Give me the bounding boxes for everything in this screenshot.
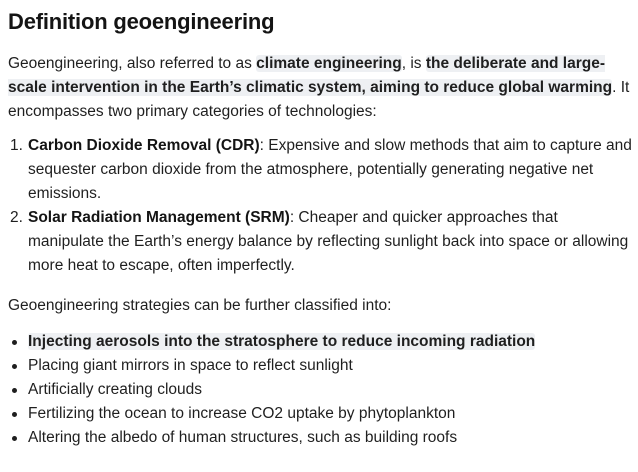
- list-item: [8, 134, 632, 206]
- categories-list: [8, 134, 632, 278]
- highlight-definition: the deliberate and large-scale intervention in the Earth’s climatic system, aiming to reduce global warming: [8, 55, 613, 96]
- category-description: : Cheaper and quicker approaches that manipulate the Earth’s energy balance by reflecting sunlight back into space or allowing more heat to escape, often imperfectly.: [28, 209, 629, 274]
- bullet-icon: [12, 436, 17, 441]
- list-number: 1.: [10, 137, 23, 154]
- list-item: [8, 354, 632, 378]
- list-item: [8, 378, 632, 402]
- intro-text: . It encompasses two primary categories of technologies:: [8, 79, 630, 120]
- strategy-text: Artificially creating clouds: [28, 381, 203, 398]
- bullet-icon: [12, 388, 17, 393]
- intro-text: , is: [401, 55, 426, 72]
- list-item: [8, 330, 632, 354]
- strategy-text: Fertilizing the ocean to increase CO2 uptake by phytoplankton: [28, 405, 456, 422]
- list-number: 2.: [10, 209, 23, 226]
- strategies-list: [8, 330, 632, 450]
- page-title: Definition geoengineering: [8, 9, 275, 34]
- intro-text: Geoengineering, also referred to as: [8, 55, 257, 72]
- bullet-icon: [12, 412, 17, 417]
- strategy-text: Injecting aerosols into the stratosphere to reduce incoming radiation: [28, 333, 536, 350]
- list-item: [8, 402, 632, 426]
- list-item: [8, 426, 632, 450]
- strategies-intro: Geoengineering strategies can be further classified into:: [8, 297, 392, 314]
- highlight-climate-engineering: climate engineering: [256, 55, 402, 72]
- intro-paragraph: [8, 52, 632, 124]
- category-term: Solar Radiation Management (SRM): [28, 209, 290, 226]
- category-description: : Expensive and slow methods that aim to capture and sequester carbon dioxide from the atmosphere, potentially generating negative net emissions.: [28, 137, 632, 202]
- document-body: [8, 8, 632, 450]
- strategy-text: Altering the albedo of human structures, such as building roofs: [28, 429, 458, 446]
- strategy-text: Placing giant mirrors in space to reflect sunlight: [28, 357, 353, 374]
- category-term: Carbon Dioxide Removal (CDR): [28, 137, 260, 154]
- list-item: [8, 206, 632, 278]
- bullet-icon: [12, 364, 17, 369]
- bullet-icon: [12, 340, 17, 345]
